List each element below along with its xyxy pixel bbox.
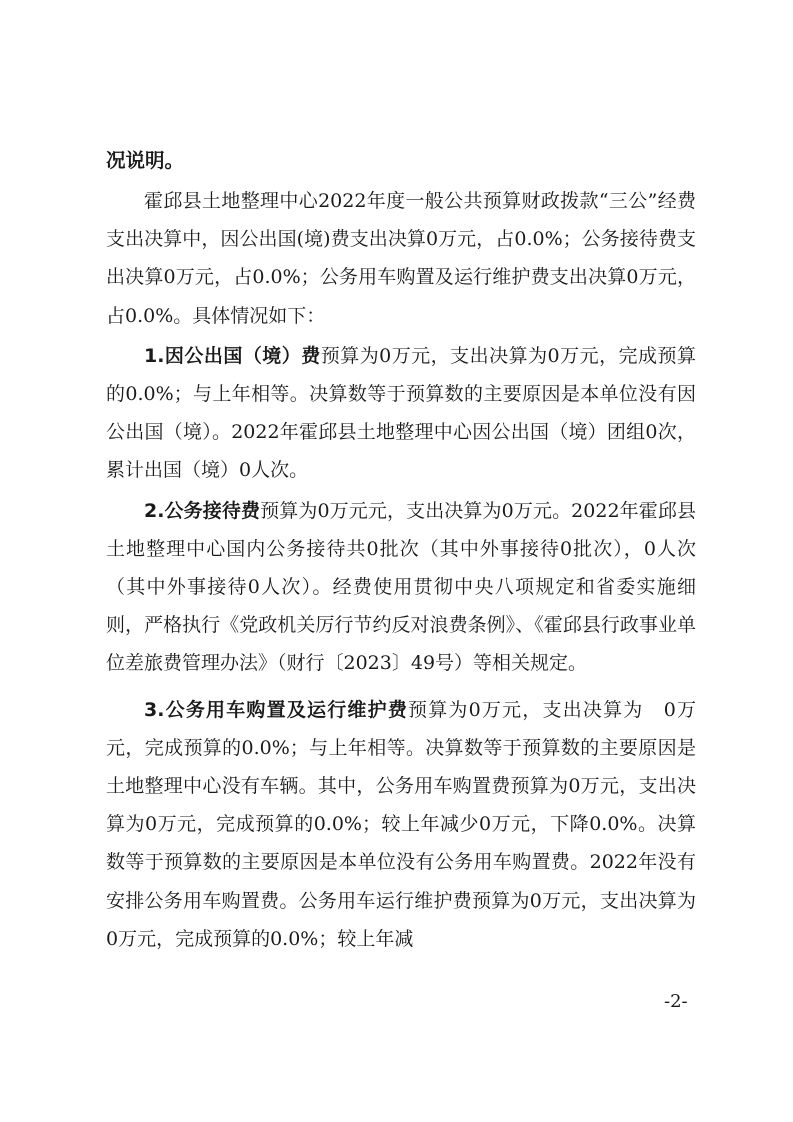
- document-body: [106, 142, 696, 958]
- item-heading-2: 2.公务接待费: [144, 499, 261, 522]
- item-text-2: 预算为0万元元，支出决算为0万元。2022年霍邱县土地整理中心国内公务接待共0批次（其中外事接待0批次），0人次（其中外事接待0人次）。经费使用贯彻中央八项规定和省委实施细则，严格执行《党政机关厉行节约反对浪费条例》、《霍邱县行政事业单位差旅费管理办法》（财行〔2023〕49号）等相关规定。: [106, 499, 696, 675]
- intro-paragraph: 霍邱县土地整理中心2022年度一般公共预算财政拨款“三公”经费支出决算中，因公出国(境)费支出决算0万元，占0.0%；公务接待费支出决算0万元，占0.0%；公务用车购置及运行维护费支出决算0万元，占0.0%。具体情况如下：: [106, 190, 696, 327]
- item-text-1: 预算为0万元，支出决算为0万元，完成预算的0.0%；与上年相等。决算数等于预算数的主要原因是本单位没有因公出国（境）。2022年霍邱县土地整理中心因公出国（境）团组0次，累计出国（境）0人次。: [106, 344, 696, 482]
- item-text-3: 预算为0万元，支出决算为 0万元，完成预算的0.0%；与上年相等。决算数等于预算数的主要原因是土地整理中心没有车辆。其中，公务用车购置费预算为0万元，支出决算为0万元，完成预算的0.0%；较上年减少0万元，下降0.0%。决算数等于预算数的主要原因是本单位没有公务用车购置费。2022年没有安排公务用车购置费。公务用车运行维护费预算为0万元，支出决算为0万元，完成预算的0.0%；较上年减: [106, 698, 696, 950]
- page-number: -2-: [664, 991, 688, 1012]
- item-heading-1: 1.因公出国（境）费: [144, 344, 321, 367]
- continuation-heading: 况说明。: [106, 149, 185, 172]
- item-paragraph-3: [106, 691, 696, 958]
- item-heading-3: 3.公务用车购置及运行维护费: [144, 698, 409, 721]
- item-paragraph-1: [106, 337, 696, 490]
- item-paragraph-2: [106, 492, 696, 683]
